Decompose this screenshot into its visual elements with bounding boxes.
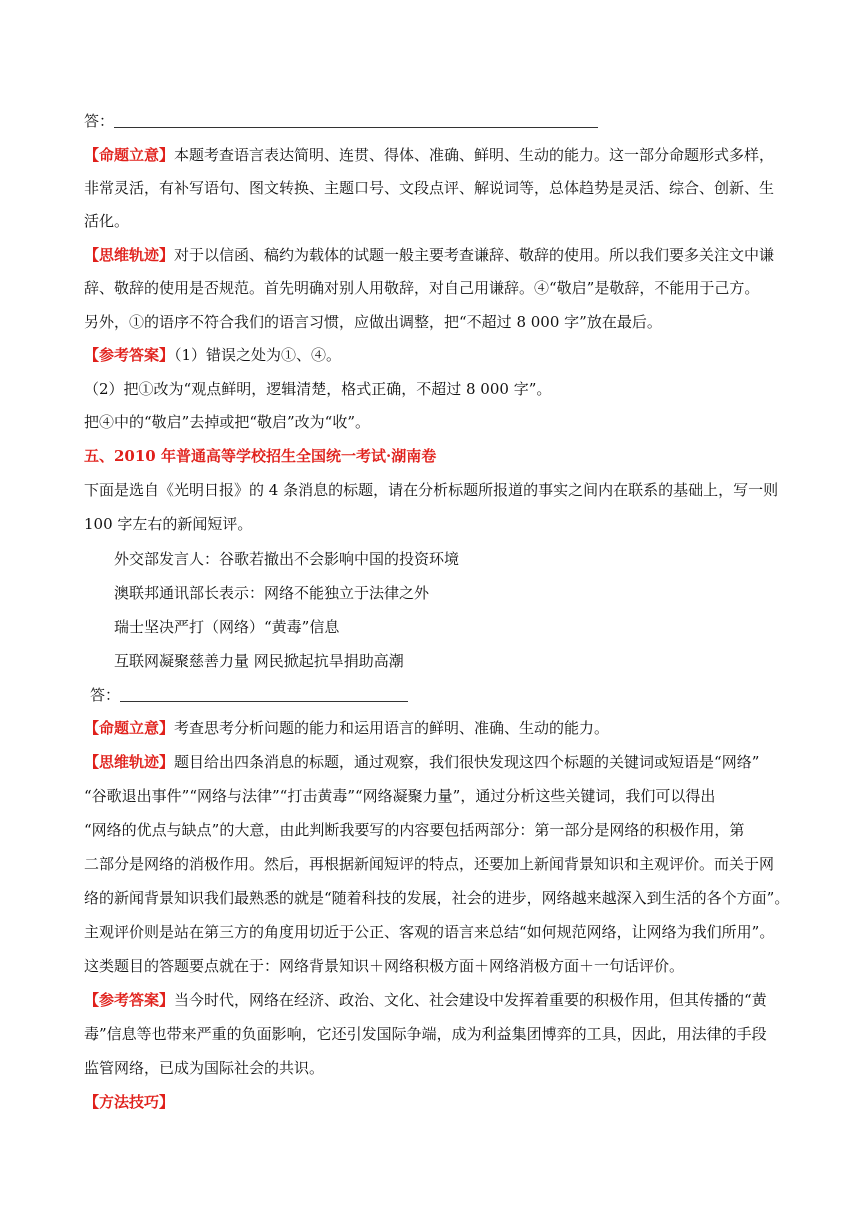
headline-item: 外交部发言人：谷歌若撤出不会影响中国的投资环境 — [114, 550, 460, 568]
method-tag: 【方法技巧】 — [84, 1093, 175, 1111]
method-paragraph — [84, 1092, 784, 1112]
answer-label: 答： — [90, 686, 121, 704]
answer-line-five — [90, 685, 790, 705]
answer-tag: 【参考答案】 — [84, 991, 175, 1009]
thinking-five-line-3: “网络的优点与缺点”的大意，由此判断我要写的内容要包括两部分：第一部分是网络的积极作用，第 — [84, 821, 745, 839]
thinking-five-line-7: 这类题目的答题要点就在于：网络背景知识＋网络积极方面＋网络消极方面＋一句话评价。 — [84, 957, 685, 975]
intent-tag: 【命题立意】 — [84, 146, 175, 164]
thinking-paragraph-line-3: 另外，①的语序不符合我们的语言习惯，应做出调整，把“不超过 8 000 字”放在最后。 — [84, 313, 662, 331]
thinking-five-line-1 — [84, 752, 784, 772]
thinking-text: 题目给出四条消息的标题，通过观察，我们很快发现这四个标题的关键词或短语是“网络” — [174, 753, 760, 771]
thinking-tag: 【思维轨迹】 — [84, 753, 175, 771]
answer-five-line-1 — [84, 990, 784, 1010]
answer-line-prev — [84, 111, 784, 131]
intent-paragraph-line-2: 非常灵活，有补写语句、图文转换、主题口号、文段点评、解说词等，总体趋势是灵活、综合、创新、生 — [84, 179, 775, 197]
thinking-paragraph-line-1 — [84, 245, 784, 265]
headline-item: 澳联邦通讯部长表示：网络不能独立于法律之外 — [114, 584, 430, 602]
thinking-text: 对于以信函、稿约为载体的试题一般主要考查谦辞、敬辞的使用。所以我们要多关注文中谦 — [174, 246, 775, 264]
answer-five-line-2: 毒”信息等也带来严重的负面影响，它还引发国际争端，成为利益集团博弈的工具，因此，用法律的手段 — [84, 1025, 767, 1043]
answer-label: 答： — [84, 112, 115, 130]
answer-blank[interactable] — [120, 687, 408, 702]
answer-text: （1）错误之处为①、④。 — [174, 346, 342, 364]
thinking-tag: 【思维轨迹】 — [84, 246, 175, 264]
intent-text: 考查思考分析问题的能力和运用语言的鲜明、准确、生动的能力。 — [174, 719, 610, 737]
thinking-five-line-5: 络的新闻背景知识我们最熟悉的就是“随着科技的发展，社会的进步，网络越来越深入到生活的各个方面”。 — [84, 889, 790, 907]
answer-paragraph-line-3: 把④中的“敬启”去掉或把“敬启”改为“收”。 — [84, 413, 371, 431]
headline-item: 瑞士坚决严打（网络）“黄毒”信息 — [114, 618, 340, 636]
answer-text: 当今时代，网络在经济、政治、文化、社会建设中发挥着重要的积极作用，但其传播的“黄 — [174, 991, 767, 1009]
thinking-paragraph-line-2: 辞、敬辞的使用是否规范。首先明确对别人用敬辞，对自己用谦辞。④“敬启”是敬辞，不能用于己方。 — [84, 279, 760, 297]
thinking-five-line-4: 二部分是网络的消极作用。然后，再根据新闻短评的特点，还要加上新闻背景知识和主观评价。而关于网 — [84, 855, 775, 873]
intent-text: 本题考查语言表达简明、连贯、得体、准确、鲜明、生动的能力。这一部分命题形式多样， — [174, 146, 775, 164]
thinking-five-line-2: “谷歌退出事件”“网络与法律”“打击黄毒”“网络凝聚力量”，通过分析这些关键词，我们可以得出 — [84, 787, 716, 805]
answer-paragraph-line-1 — [84, 345, 784, 365]
intent-paragraph-line-3: 活化。 — [84, 212, 130, 230]
headline-item: 互联网凝聚慈善力量 网民掀起抗旱捐助高潮 — [114, 652, 404, 670]
answer-five-line-3: 监管网络，已成为国际社会的共识。 — [84, 1059, 325, 1077]
intent-tag: 【命题立意】 — [84, 719, 175, 737]
intent-paragraph-five — [84, 718, 784, 738]
section-heading: 五、2010 年普通高等学校招生全国统一考试·湖南卷 — [84, 447, 437, 465]
prompt-line-2: 100 字左右的新闻短评。 — [84, 515, 253, 533]
thinking-five-line-6: 主观评价则是站在第三方的角度用切近于公正、客观的语言来总结“如何规范网络，让网络为我们所用”。 — [84, 923, 775, 941]
answer-tag: 【参考答案】 — [84, 346, 175, 364]
answer-blank[interactable] — [114, 113, 598, 128]
intent-paragraph-line-1 — [84, 145, 784, 165]
answer-paragraph-line-2: （2）把①改为“观点鲜明，逻辑清楚，格式正确，不超过 8 000 字”。 — [84, 380, 552, 398]
prompt-line-1: 下面是选自《光明日报》的 4 条消息的标题，请在分析标题所报道的事实之间内在联系的基础上，写一则 — [84, 481, 779, 499]
